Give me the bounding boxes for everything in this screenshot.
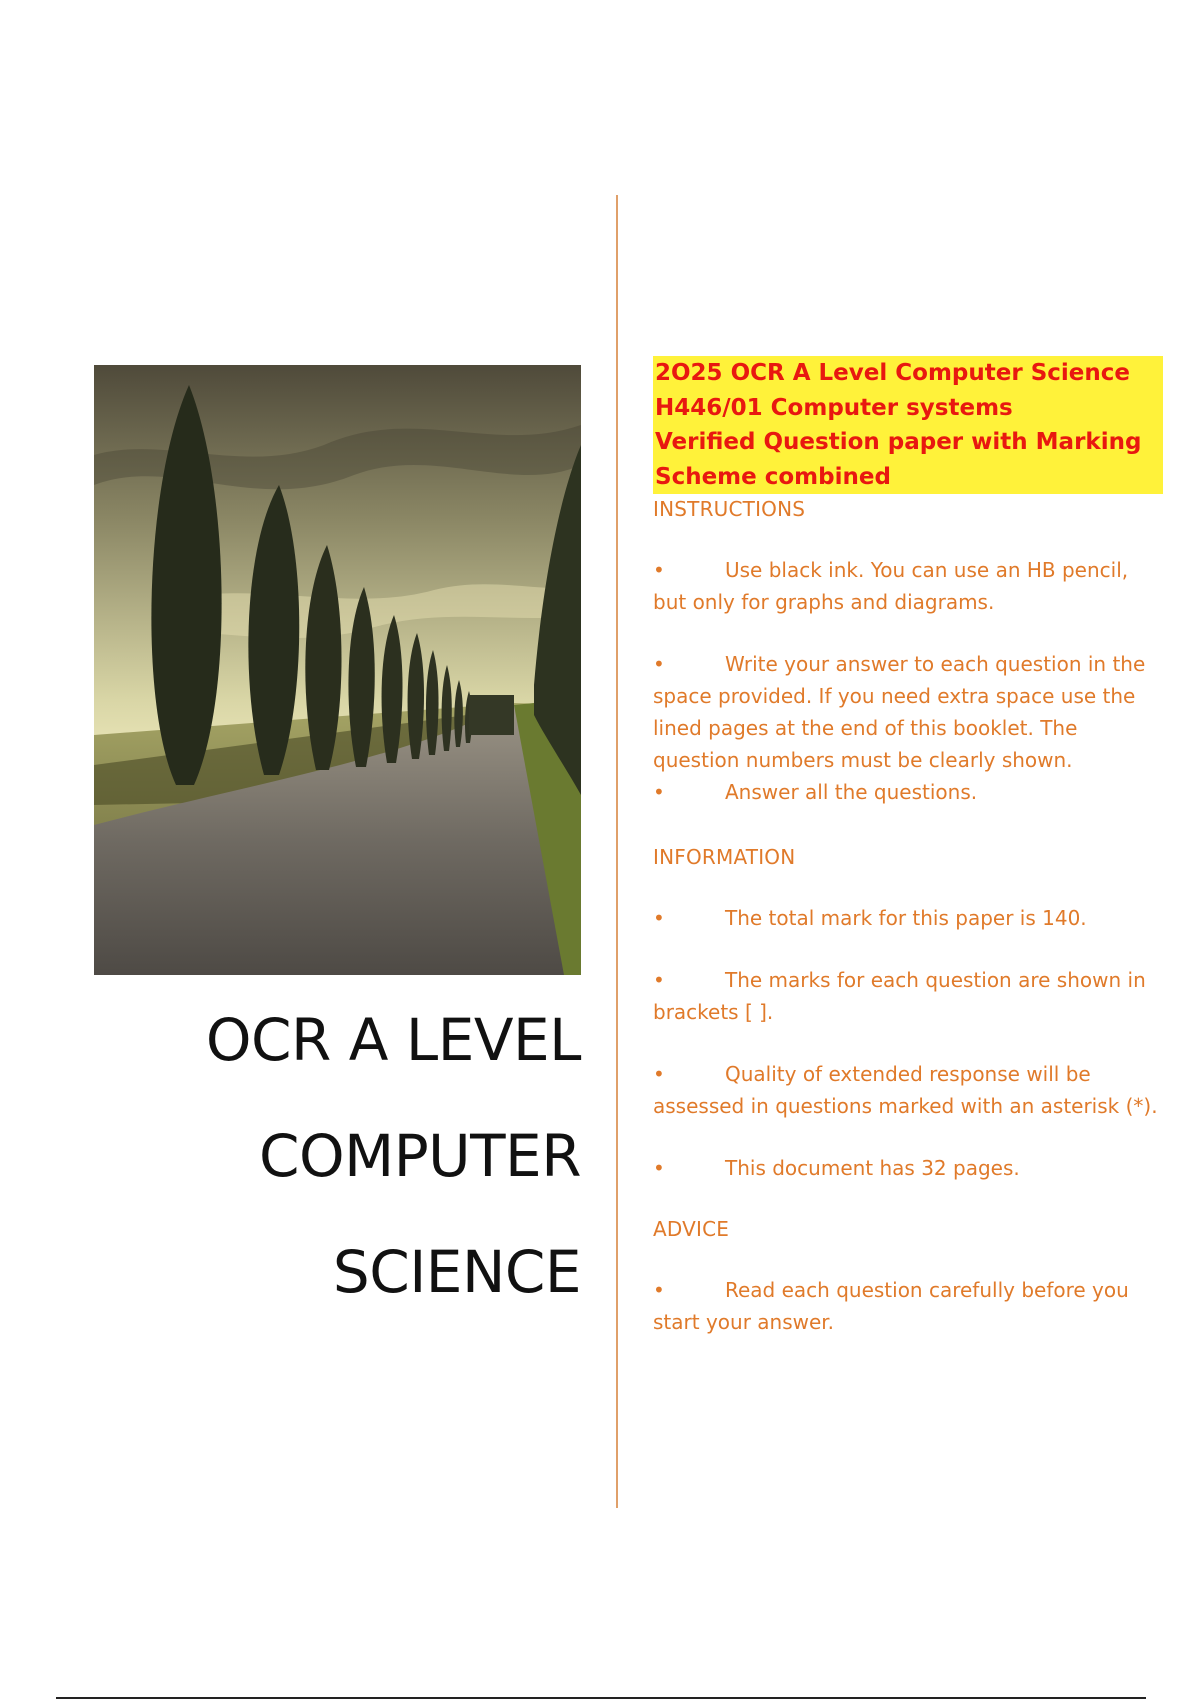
heading-line-2: H446/01 Computer systems xyxy=(655,394,1013,421)
advice-label: ADVICE xyxy=(653,1217,730,1241)
cover-title xyxy=(94,982,581,1330)
cover-photo xyxy=(94,365,581,975)
bullet-icon: • xyxy=(653,1278,665,1302)
information-text: The marks for each question are shown in brackets [ ]. xyxy=(653,968,1146,1024)
cover-title-line-3: SCIENCE xyxy=(332,1238,581,1306)
information-item xyxy=(653,1058,1163,1122)
cover-title-line-1: OCR A LEVEL xyxy=(205,1006,581,1074)
bullet-icon: • xyxy=(653,906,665,930)
advice-item xyxy=(653,1274,1163,1338)
information-text: The total mark for this paper is 140. xyxy=(725,906,1087,930)
bullet-icon: • xyxy=(653,968,665,992)
bullet-icon: • xyxy=(653,1156,665,1180)
instruction-item xyxy=(653,554,1163,618)
cover-title-line-2: COMPUTER xyxy=(259,1122,581,1190)
instruction-text: Use black ink. You can use an HB pencil, but only for graphs and diagrams. xyxy=(653,558,1129,614)
bullet-icon: • xyxy=(653,1062,665,1086)
heading-line-1: 2O25 OCR A Level Computer Science xyxy=(655,360,1130,386)
information-label: INFORMATION xyxy=(653,845,796,869)
information-item xyxy=(653,902,1163,934)
information-item xyxy=(653,1152,1163,1184)
instructions-label: INSTRUCTIONS xyxy=(653,497,806,521)
advice-text: Read each question carefully before you start your answer. xyxy=(653,1278,1129,1334)
heading-line-3: Verified Question paper with Marking xyxy=(655,429,1142,455)
cypress-road-image xyxy=(94,365,581,975)
column-divider xyxy=(616,195,618,1508)
bullet-icon: • xyxy=(653,652,665,676)
instruction-text: Write your answer to each question in the space provided. If you need extra space use the lined pages at the end of this booklet. The question numbers must be clearly shown. xyxy=(653,652,1146,772)
bottom-rule xyxy=(56,1697,1146,1699)
information-item xyxy=(653,964,1163,1028)
document-heading xyxy=(653,356,1163,494)
instruction-item xyxy=(653,776,1163,808)
information-text: Quality of extended response will be assessed in questions marked with an asterisk (*). xyxy=(653,1062,1158,1118)
heading-line-4: Scheme combined xyxy=(655,463,891,490)
information-text: This document has 32 pages. xyxy=(725,1156,1020,1180)
bullet-icon: • xyxy=(653,780,665,804)
instruction-item xyxy=(653,648,1163,776)
instruction-text: Answer all the questions. xyxy=(725,780,978,804)
bullet-icon: • xyxy=(653,558,665,582)
info-column xyxy=(653,356,1163,1338)
